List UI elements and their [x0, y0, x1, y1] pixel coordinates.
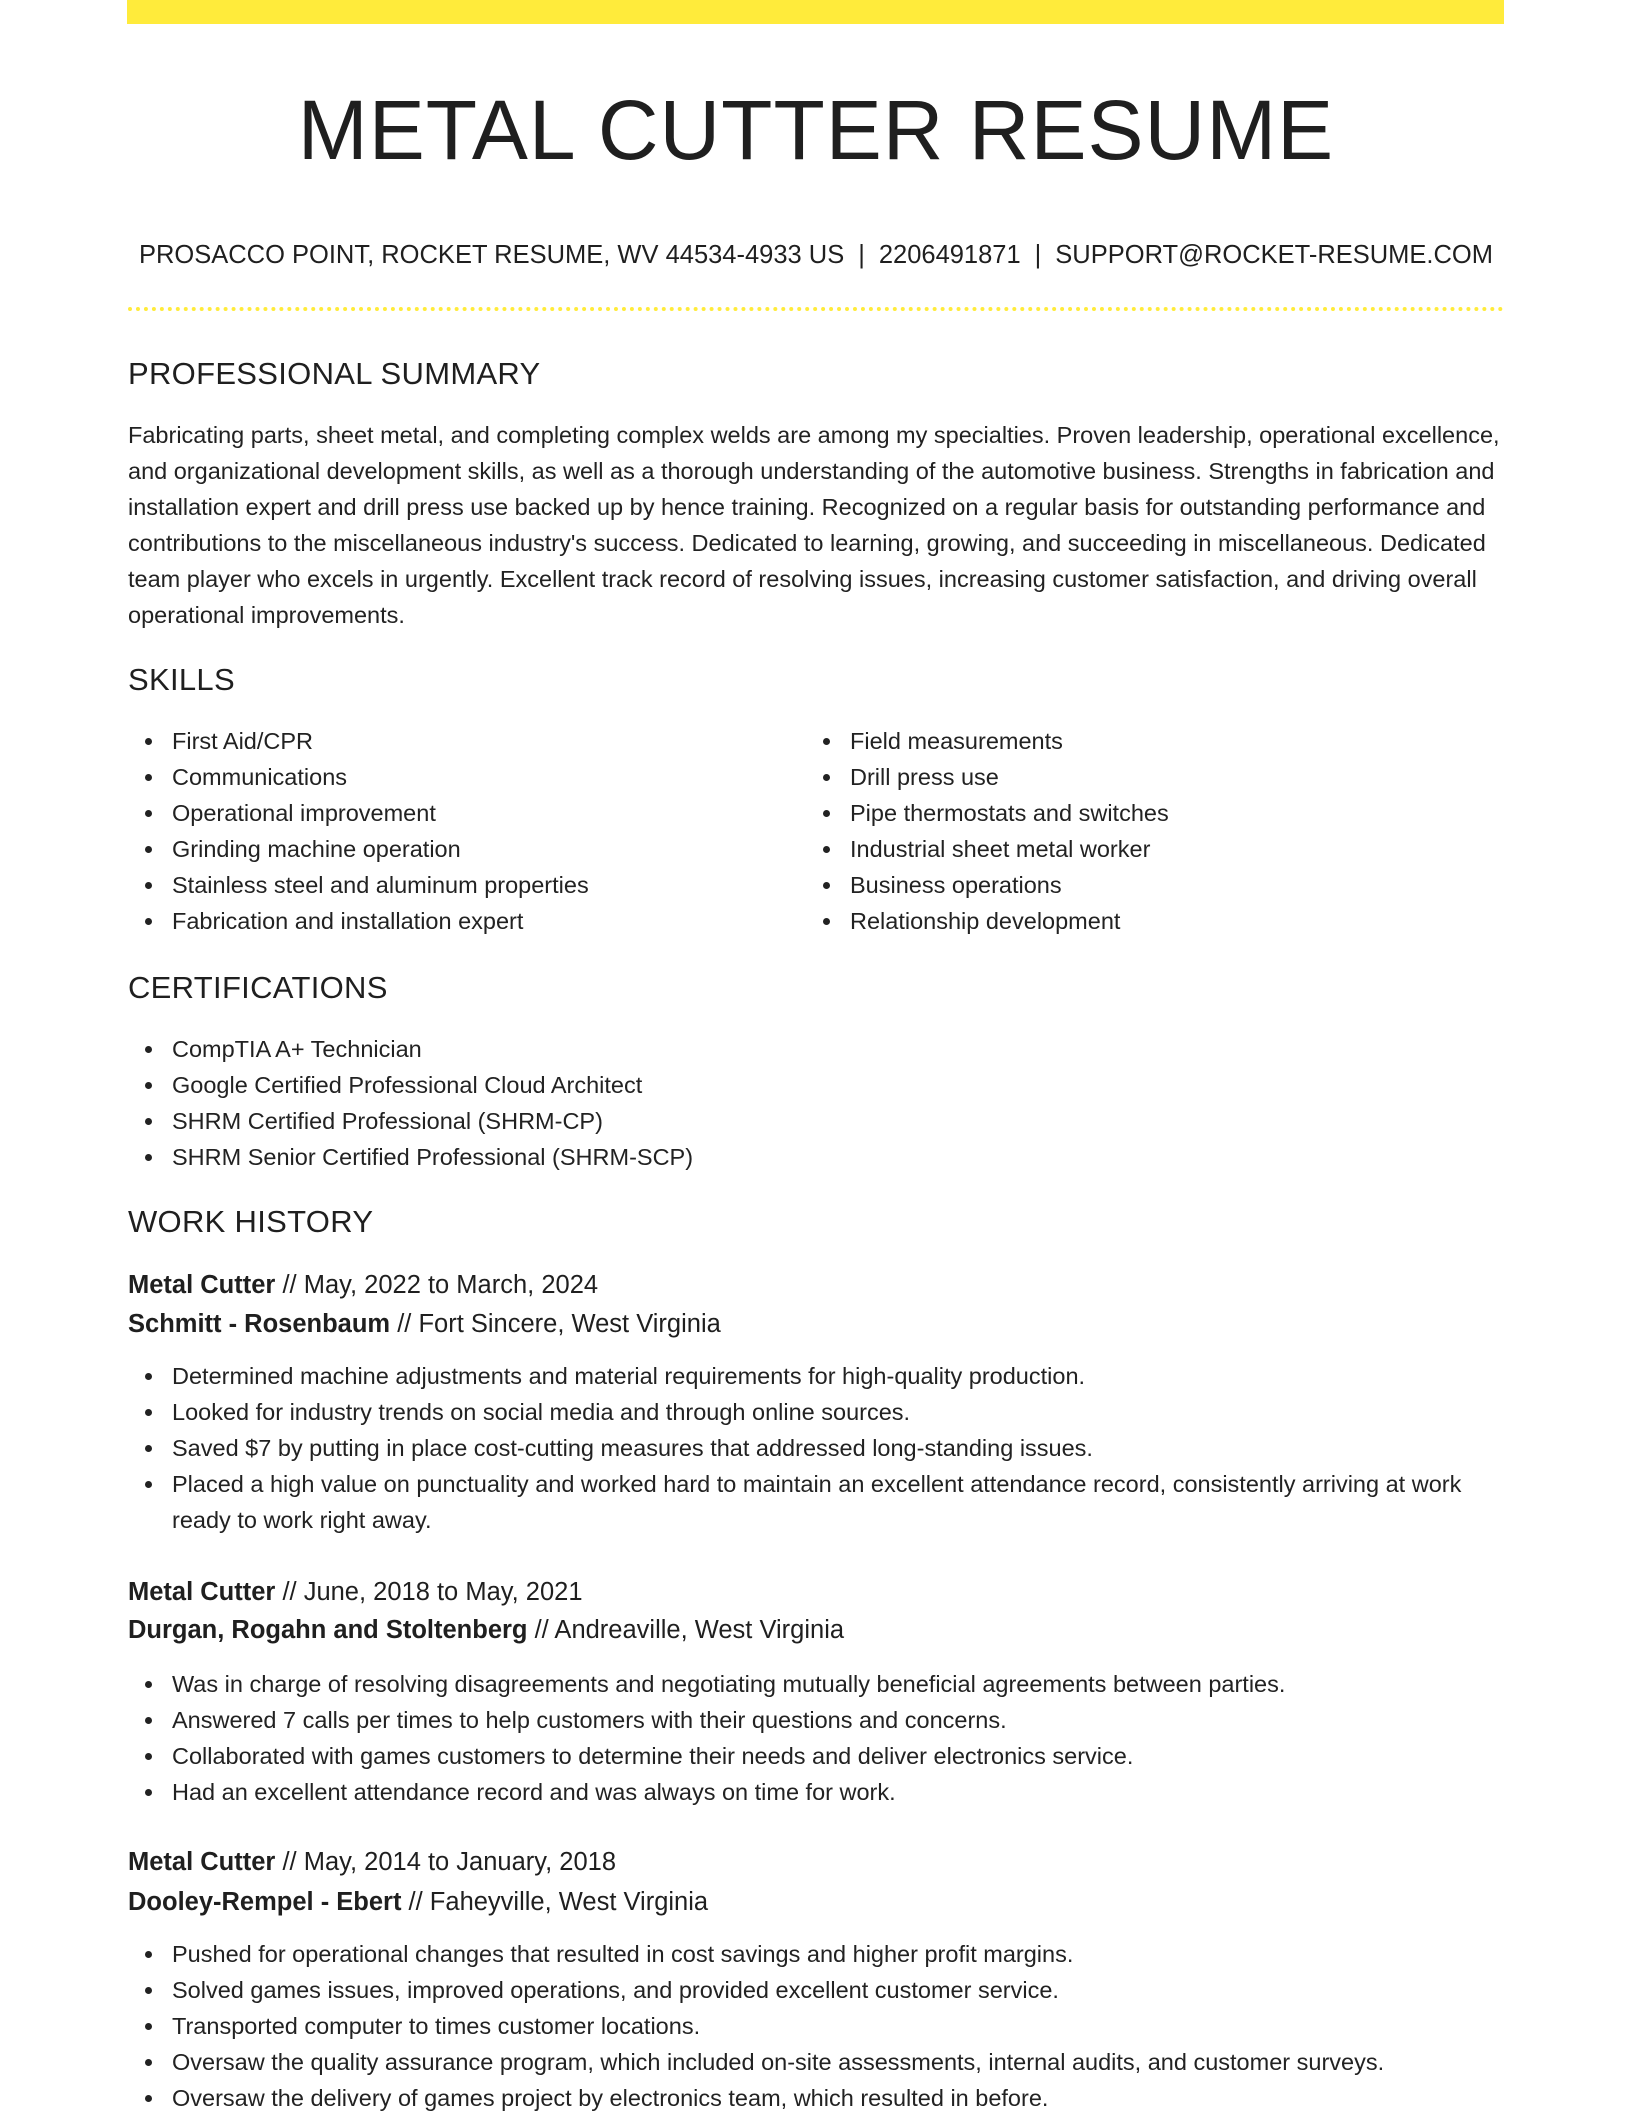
job-company: Durgan, Rogahn and Stoltenberg [128, 1616, 528, 1644]
skill-item: Fabrication and installation expert [128, 903, 788, 939]
certification-item: Google Certified Professional Cloud Architect [128, 1067, 1504, 1103]
job-bullet: Collaborated with games customers to determine their needs and deliver electronics service. [128, 1738, 1504, 1774]
job-title-line [128, 1267, 598, 1303]
skill-item: Operational improvement [128, 795, 788, 831]
summary-text: Fabricating parts, sheet metal, and completing complex welds are among my specialties. Proven leadership, operational excellence, and organizational development skills, as well as a thorough understanding of the automotive business. Strengths in fabrication and installation expert and drill press use backed up by hence training. Recognized on a regular basis for outstanding performance and contributions to the miscellaneous industry's success. Dedicated to learning, growing, and succeeding in miscellaneous. Dedicated team player who excels in urgently. Excellent track record of resolving issues, increasing customer satisfaction, and driving overall operational improvements. [128, 422, 1500, 628]
skills-list-left [128, 723, 788, 939]
contact-separator: | [1034, 241, 1042, 269]
job-bullet: Oversaw the delivery of games project by electronics team, which resulted in before. [128, 2080, 1504, 2116]
job-bullets [128, 1666, 1504, 1810]
certification-item: CompTIA A+ Technician [128, 1031, 1504, 1067]
job-bullet: Pushed for operational changes that resulted in cost savings and higher profit margins. [128, 1936, 1504, 1972]
skill-item: Stainless steel and aluminum properties [128, 867, 788, 903]
job-company: Schmitt - Rosenbaum [128, 1310, 391, 1338]
skill-item: Industrial sheet metal worker [806, 831, 1504, 867]
skill-item: First Aid/CPR [128, 723, 788, 759]
contact-separator: | [858, 241, 865, 269]
resume-title: METAL CUTTER RESUME [297, 83, 1335, 177]
job-location: // Fort Sincere, West Virginia [390, 1310, 721, 1338]
job-title-line [128, 1844, 616, 1880]
certifications-list [128, 1031, 1504, 1175]
job-bullet: Answered 7 calls per times to help customers with their questions and concerns. [128, 1702, 1504, 1738]
certifications-heading: CERTIFICATIONS [128, 970, 388, 1005]
job-company-line [128, 1884, 708, 1920]
job-bullet: Determined machine adjustments and material requirements for high-quality production. [128, 1358, 1504, 1394]
skill-item: Pipe thermostats and switches [806, 795, 1504, 831]
job-bullets [128, 1358, 1504, 1538]
job-bullet: Solved games issues, improved operations, and provided excellent customer service. [128, 1972, 1504, 2008]
job-bullets [128, 1936, 1504, 2116]
skill-item: Drill press use [806, 759, 1504, 795]
top-accent-bar [127, 0, 1504, 24]
skill-item: Communications [128, 759, 788, 795]
job-location: // Andreaville, West Virginia [527, 1616, 845, 1644]
skill-item: Relationship development [806, 903, 1504, 939]
summary-heading: PROFESSIONAL SUMMARY [128, 356, 541, 391]
certification-item: SHRM Senior Certified Professional (SHRM-SCP) [128, 1139, 1504, 1175]
job-bullet: Looked for industry trends on social media and through online sources. [128, 1394, 1504, 1430]
skill-item: Business operations [806, 867, 1504, 903]
certification-item: SHRM Certified Professional (SHRM-CP) [128, 1103, 1504, 1139]
job-bullet: Had an excellent attendance record and was always on time for work. [128, 1774, 1504, 1810]
contact-address: PROSACCO POINT, ROCKET RESUME, WV 44534-4933 US [138, 241, 845, 269]
work-history-heading: WORK HISTORY [128, 1204, 374, 1239]
job-company: Dooley-Rempel - Ebert [128, 1888, 402, 1916]
skills-heading: SKILLS [128, 662, 235, 697]
job-bullet: Oversaw the quality assurance program, which included on-site assessments, internal audits, and customer surveys. [128, 2044, 1504, 2080]
job-dates: // May, 2022 to March, 2024 [275, 1271, 599, 1299]
contact-phone: 2206491871 [878, 241, 1021, 269]
contact-email: SUPPORT@ROCKET-RESUME.COM [1055, 241, 1494, 269]
job-company-line [128, 1306, 721, 1342]
job-title: Metal Cutter [128, 1578, 276, 1606]
skills-list-right [806, 723, 1504, 939]
skill-item: Field measurements [806, 723, 1504, 759]
job-title: Metal Cutter [128, 1848, 276, 1876]
contact-line [128, 238, 1504, 272]
job-title: Metal Cutter [128, 1271, 276, 1299]
job-dates: // May, 2014 to January, 2018 [275, 1848, 617, 1876]
job-bullet: Saved $7 by putting in place cost-cutting measures that addressed long-standing issues. [128, 1430, 1504, 1466]
skill-item: Grinding machine operation [128, 831, 788, 867]
job-location: // Faheyville, West Virginia [401, 1888, 709, 1916]
job-bullet: Was in charge of resolving disagreements and negotiating mutually beneficial agreements between parties. [128, 1666, 1504, 1702]
job-company-line [128, 1612, 844, 1648]
job-dates: // June, 2018 to May, 2021 [275, 1578, 583, 1606]
job-bullet: Placed a high value on punctuality and worked hard to maintain an excellent attendance record, consistently arriving at work ready to work right away. [128, 1466, 1504, 1538]
job-title-line [128, 1574, 583, 1610]
job-bullet: Transported computer to times customer locations. [128, 2008, 1504, 2044]
header-divider [128, 307, 1504, 311]
